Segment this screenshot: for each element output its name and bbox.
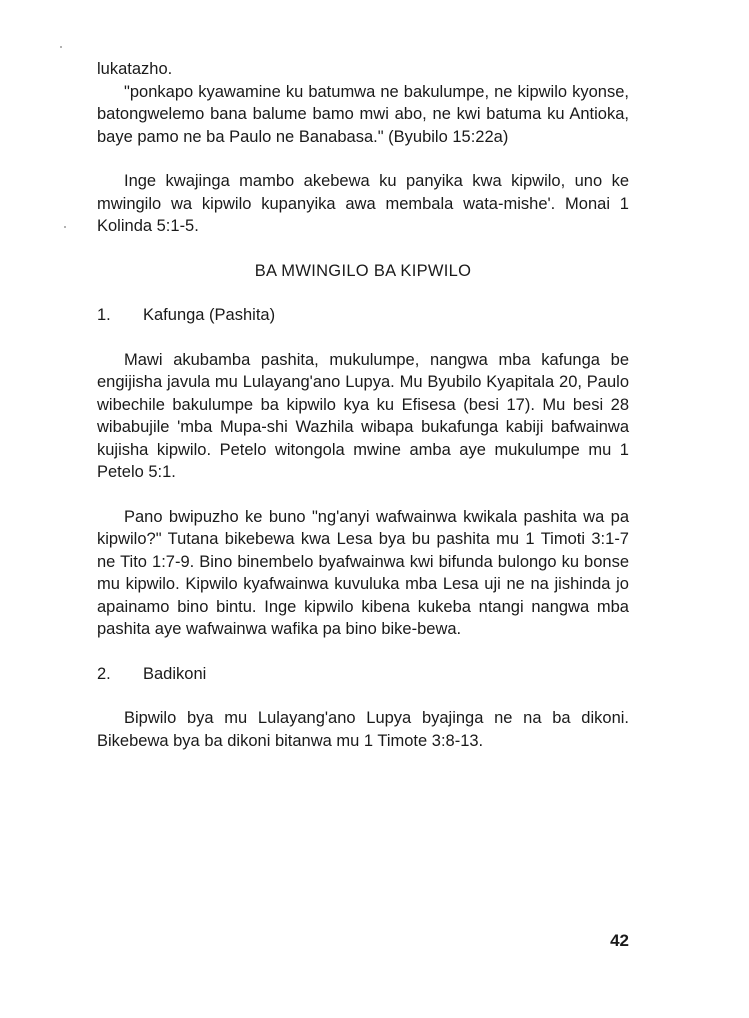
paragraph-body: Inge kwajinga mambo akebewa ku panyika kwa kipwilo, uno ke mwingilo wa kipwilo kupanyika awa membala wata-mishe'. Monai 1 Kolinda 5:1-5. <box>97 172 629 235</box>
section-title-kafunga <box>97 304 629 327</box>
paragraph-continuation: lukatazho. <box>97 60 173 78</box>
paragraph-body: Pano bwipuzho ke buno "ng'anyi wafwainwa kwikala pashita wa pa kipwilo?" Tutana bikebewa kwa Lesa bya bu pashita mu 1 Timoti 3:1-7 ne Tito 1:7-9. Bino binembelo byafwainwa kwi bifunda bulongo ku bonse mu kipwilo. Kipwilo kyafwainwa kuvuluka mba Lesa uji ne na jishinda jo apainamo bino bintu. Inge kipwilo kibena kukeba ntangi nangwa mba pashita aye wafwainwa wafika pa bino bike-bewa. <box>97 507 629 638</box>
section-number: 2. <box>97 664 111 683</box>
document-page <box>97 58 629 752</box>
paragraph-body: Bipwilo bya mu Lulayang'ano Lupya byajinga ne na ba dikoni. Bikebewa bya ba dikoni bitanwa mu 1 Timote 3:8-13. <box>97 709 629 750</box>
section-title-badikoni <box>97 663 629 686</box>
section-title: Kafunga (Pashita) <box>143 306 276 324</box>
paragraph-body: Mawi akubamba pashita, mukulumpe, nangwa mba kafunga be engijisha javula mu Lulayang'ano Lupya. Mu Byubilo Kyapitala 20, Paulo wibechile bakulumpe ba kipwilo kya ku Efisesa (besi 17). Mu besi 28 wibabujile 'mba Mupa-shi Wazhila wibapa bukafunga kabiji bafwainwa kujisha kipwilo. Petelo witongola mwine amba aye mukulumpe mu 1 Petelo 5:1. <box>97 350 629 481</box>
section-title: Badikoni <box>143 664 207 683</box>
section-heading: BA MWINGILO BA KIPWILO <box>254 261 472 280</box>
scan-speck <box>60 46 62 48</box>
page-number: 42 <box>610 931 629 950</box>
paragraph-quote: "ponkapo kyawamine ku batumwa ne bakulumpe, ne kipwilo kyonse, batongwelemo bana balume bamo mwi abo, ne kwi batuma ku Antioka, baye pamo ne ba Paulo ne Banabasa." (Byubilo 15:22a) <box>97 82 629 146</box>
section-number: 1. <box>97 306 111 324</box>
scan-speck <box>64 226 66 228</box>
